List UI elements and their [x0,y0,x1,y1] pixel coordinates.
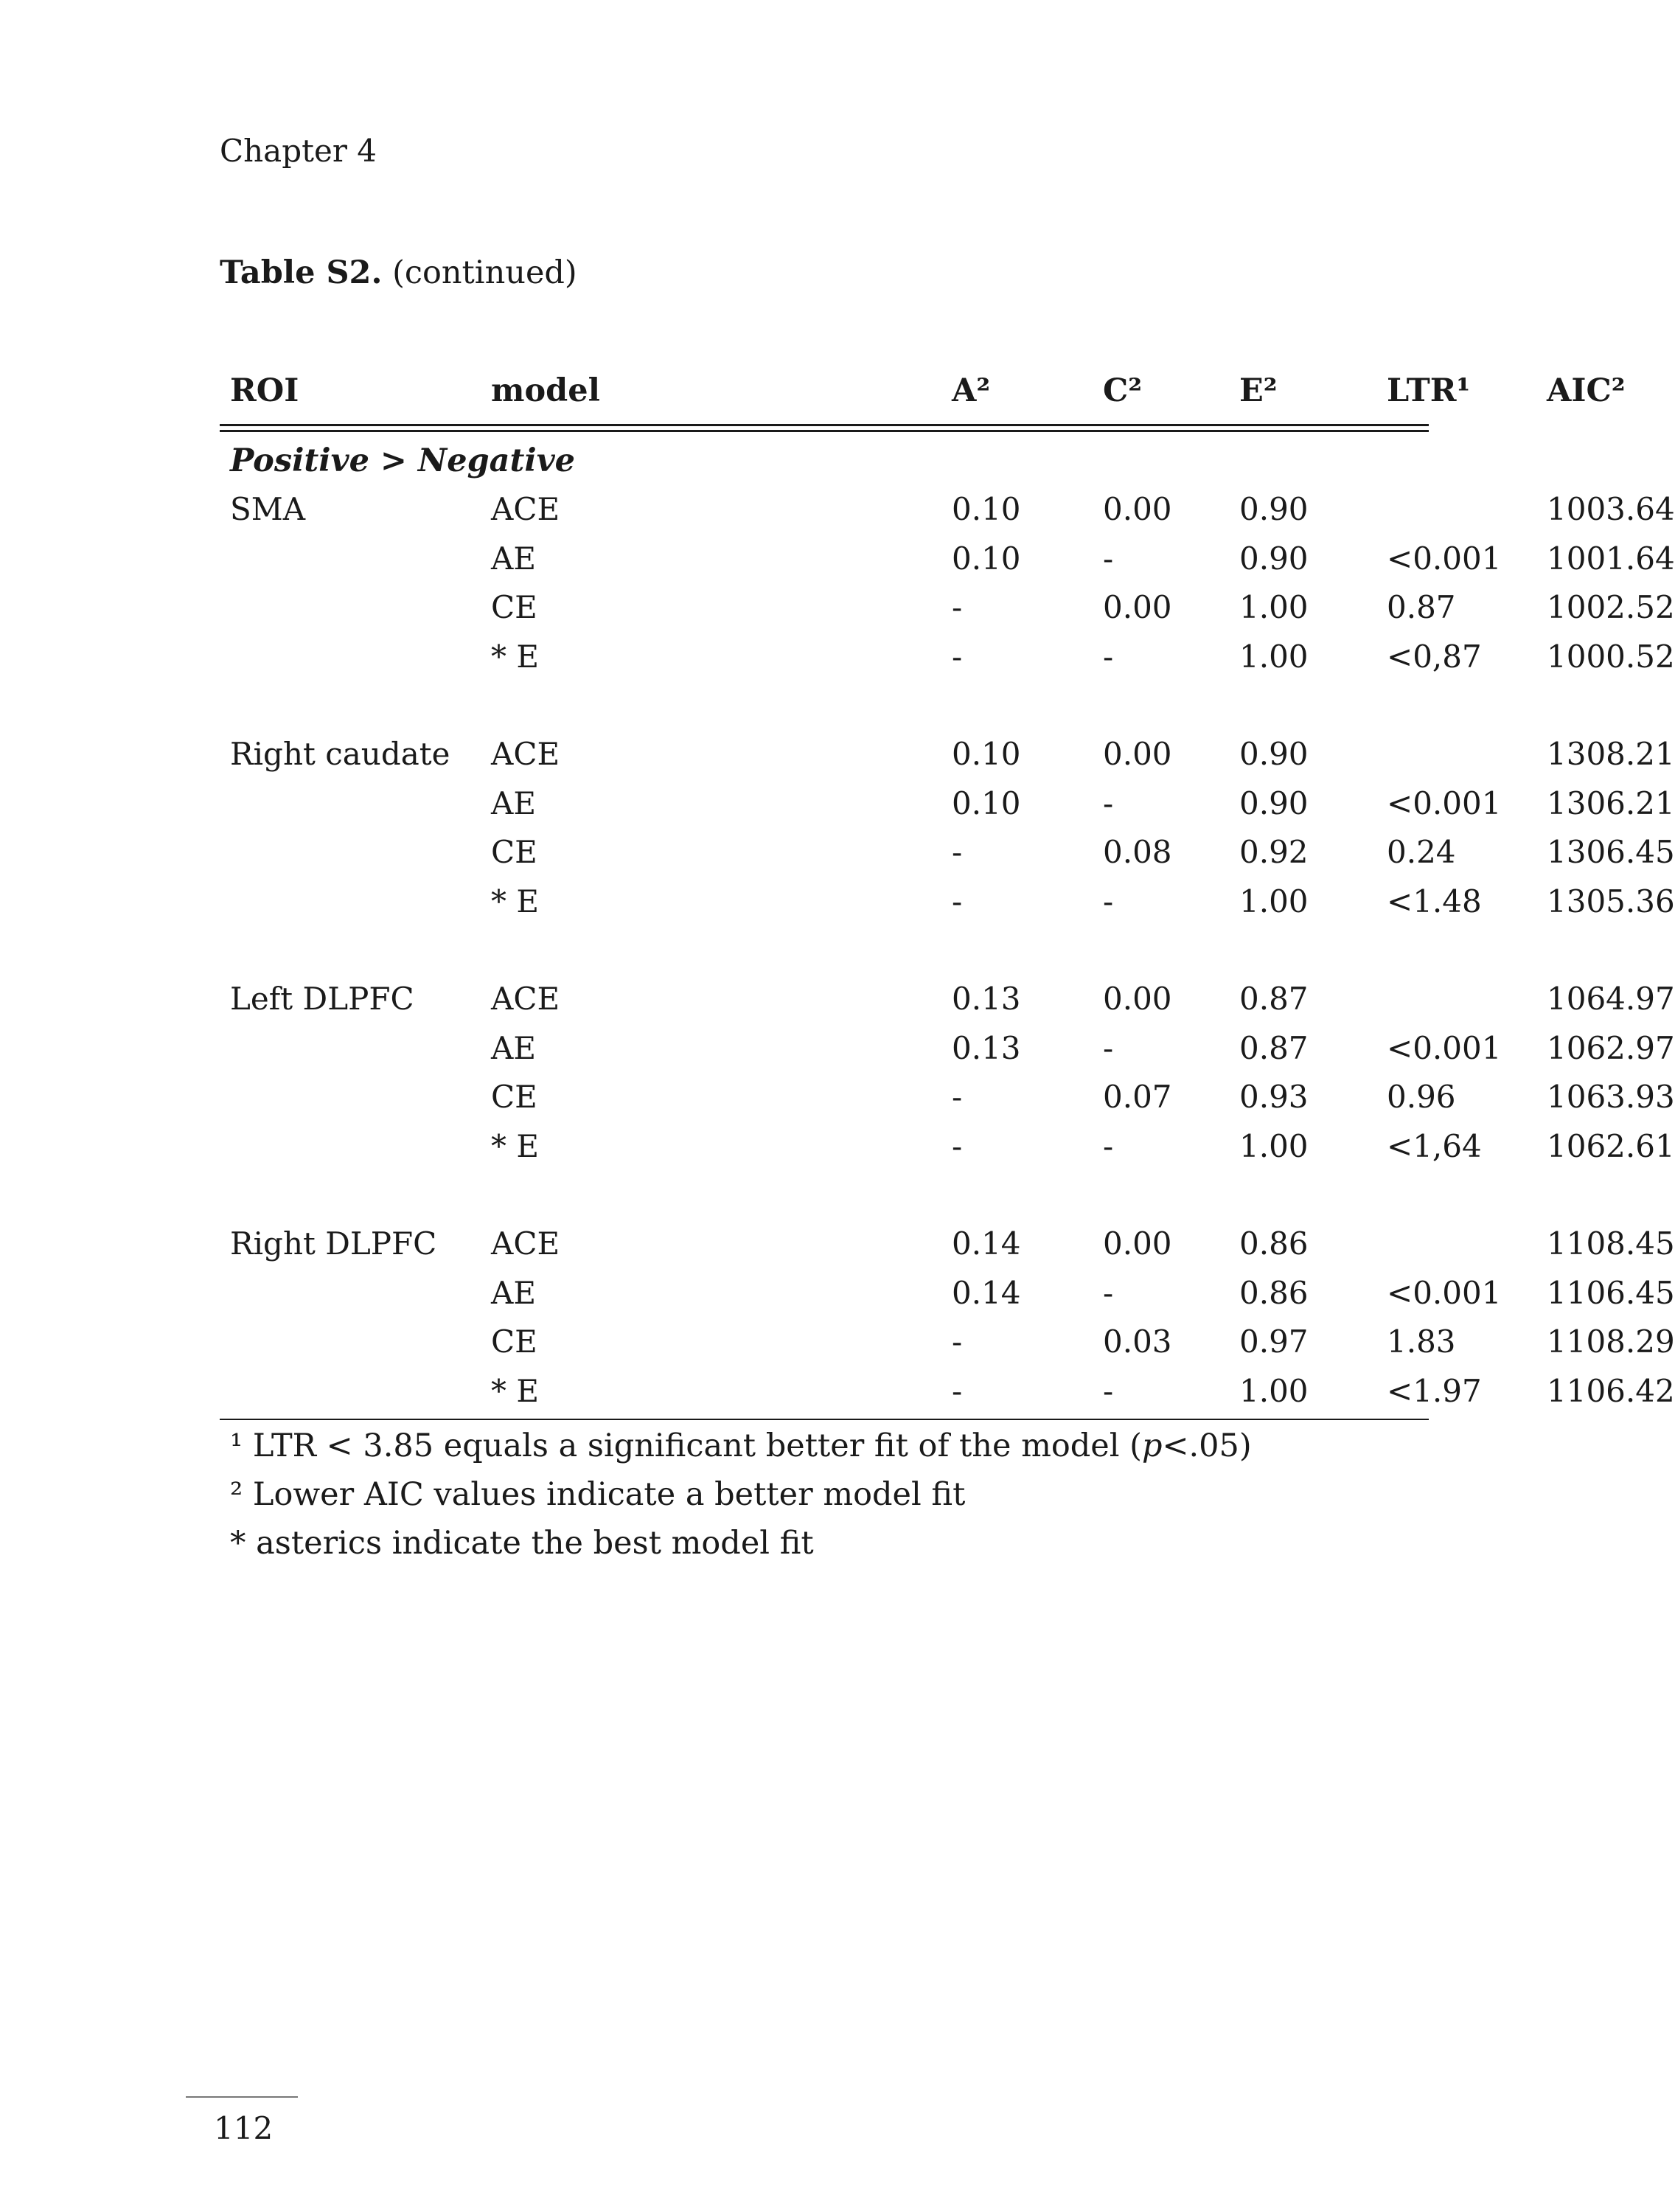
note-ltr: ¹ LTR < 3.85 equals a significant better fit of the model (p<.05) [230,1427,1252,1464]
table-row: * E - - 1.00 <1.48 1305.36 [491,883,1675,919]
table-row: AE 0.10 - 0.90 <0.001 1306.21 [491,785,1675,821]
model-cell: AE [491,785,536,821]
table-notes [220,1420,1429,1566]
col-model: model [491,372,600,409]
header-double-rule [220,424,1429,432]
caption-label: Table S2. [220,254,383,291]
table-row: * E - - 1.00 <1,64 1062.61 [491,1127,1675,1164]
page-number: 112 [214,2110,274,2146]
model-cell: ACE [491,736,560,772]
page-number-rule [186,2096,298,2098]
model-cell: AE [491,1029,536,1066]
section-label: Positive > Negative [230,442,576,479]
table-row: AE 0.10 - 0.90 <0.001 1001.64 [491,540,1675,577]
table-row: * E - - 1.00 <0,87 1000.52 [491,638,1675,675]
table-row: CE - 0.07 0.93 0.96 1063.93 [491,1079,1675,1115]
group-spacer [220,925,1429,973]
model-cell: CE [491,834,537,870]
model-cell: * E [491,1372,540,1409]
table-row: CE - 0.00 1.00 0.87 1002.52 [491,589,1675,625]
roi-cell: Left DLPFC [230,981,414,1017]
model-cell: ACE [491,1225,560,1262]
table-row: CE - 0.08 0.92 0.24 1306.45 [491,834,1675,870]
model-cell: CE [491,1324,537,1360]
model-cell: ACE [491,491,560,527]
running-head: Chapter 4 [220,133,377,169]
model-cell: * E [491,1127,540,1164]
table-caption [220,254,577,291]
table-row: Right DLPFC ACE 0.14 0.00 0.86 1108.45 [230,1225,1675,1262]
note-aic: ² Lower AIC values indicate a better model fit [230,1476,966,1513]
model-cell: AE [491,540,536,577]
roi-cell: SMA [230,491,306,527]
model-cell: AE [491,1274,536,1311]
roi-cell: Right caudate [230,736,450,772]
group-spacer [220,1169,1429,1218]
col-roi: ROI [230,372,299,409]
table-row: Left DLPFC ACE 0.13 0.00 0.87 1064.97 [230,981,1675,1017]
model-cell: * E [491,883,540,919]
group-spacer [220,680,1429,728]
table-row: AE 0.14 - 0.86 <0.001 1106.45 [491,1274,1675,1311]
table-row: Right caudate ACE 0.10 0.00 0.90 1308.21 [230,736,1675,772]
table-header: ROI model A² C² E² LTR¹ AIC² [230,372,1626,409]
model-cell: CE [491,1079,537,1115]
note-asterisk: * asterics indicate the best model fit [230,1525,814,1562]
model-cell: ACE [491,981,560,1017]
caption-text: (continued) [382,254,577,291]
table-row: SMA ACE 0.10 0.00 0.90 1003.64 [230,491,1675,527]
table-row: CE - 0.03 0.97 1.83 1108.29 [491,1324,1675,1360]
table-body [220,484,1675,1414]
model-cell: CE [491,589,537,625]
results-table [220,372,1675,1566]
model-cell: * E [491,638,540,675]
table-row: * E - - 1.00 <1.97 1106.42 [491,1372,1675,1409]
table-row: AE 0.13 - 0.87 <0.001 1062.97 [491,1029,1675,1066]
roi-cell: Right DLPFC [230,1225,437,1262]
